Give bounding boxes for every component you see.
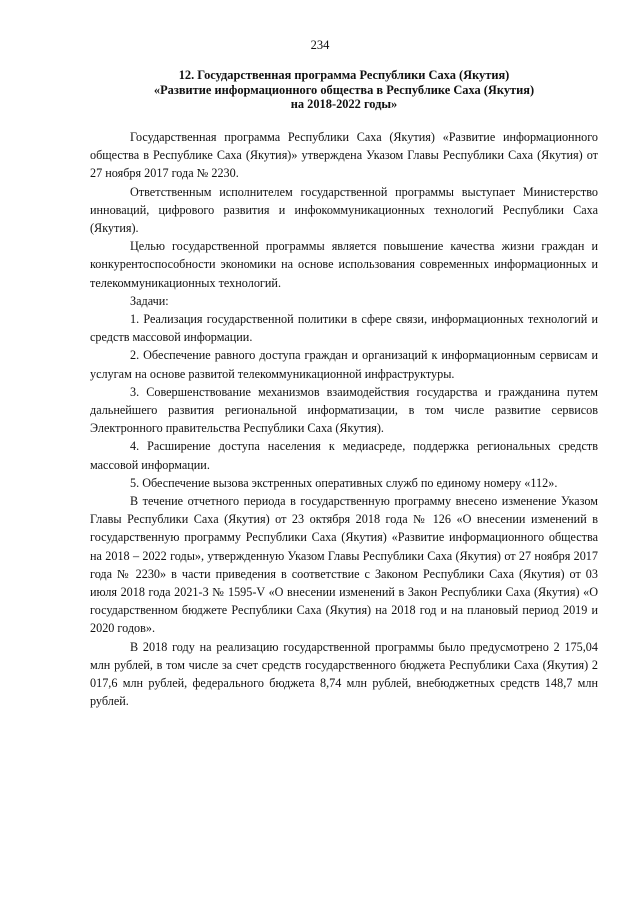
title-line-1: 12. Государственная программа Республики Саха (Якутия): [178, 68, 510, 82]
paragraph-task-4: 4. Расширение доступа населения к медиасреде, поддержка региональных средств массовой информации.: [90, 439, 598, 472]
body-text: [90, 128, 598, 711]
title-line-2: «Развитие информационного общества в Республике Саха (Якутия): [153, 82, 535, 97]
paragraph-task-5: 5. Обеспечение вызова экстренных оперативных служб по единому номеру «112».: [130, 475, 558, 490]
paragraph-responsible-executor: Ответственным исполнителем государственной программы выступает Министерство инноваций, цифрового развития и инфокоммуникационных технологий Республики Саха (Якутия).: [90, 184, 598, 236]
title-line-3: на 2018-2022 годы»: [290, 97, 398, 112]
paragraph-task-2: 2. Обеспечение равного доступа граждан и организаций к информационным сервисам и услугам на основе развитой телекоммуникационной инфраструктуры.: [90, 348, 598, 381]
paragraph-funding: В 2018 году на реализацию государственной программы было предусмотрено 2 175,04 млн рублей, в том числе за счет средств государственного бюджета Республики Саха (Якутия) 2 017,6 млн рублей, федерального бюджета 8,74 млн рублей, внебюджетных средств 148,7 млн рублей.: [90, 639, 598, 709]
paragraph-task-1: 1. Реализация государственной политики в сфере связи, информационных технологий и средств массовой информации.: [90, 312, 598, 345]
paragraph-approval: Государственная программа Республики Саха (Якутия) «Развитие информационного общества в Республике Саха (Якутия)» утверждена Указом Главы Республики Саха (Якутия) от 27 ноября 2017 года № 2230.: [90, 130, 598, 181]
paragraph-goal: Целью государственной программы является повышение качества жизни граждан и конкурентоспособности экономики на основе использования современных информационных и телекоммуникационных технологий.: [90, 239, 598, 290]
page-number: 234: [310, 38, 330, 52]
paragraph-amendment: В течение отчетного периода в государственную программу внесено изменение Указом Главы Республики Саха (Якутия) от 23 октября 2018 года № 126 «О внесении изменений в государственную программу Республики Саха (Якутия) «Развитие информационного общества на 2018 – 2022 годы», утвержденную Указом Главы Республики Саха (Якутия) от 27 ноября 2017 года № 2230» в части приведения в соответствие с Законом Республики Саха (Якутия) от 03 июля 2018 года 2021-З № 1595-V «О внесении изменений в Закон Республики Саха (Якутия) «О государственном бюджете Республики Саха (Якутия) на 2018 год и на плановый период 2019 и 2020 годов».: [90, 494, 598, 636]
paragraph-task-3: 3. Совершенствование механизмов взаимодействия государства и гражданина путем дальнейшего развития региональной информатизации, в том числе развитие сервисов Электронного правительства Республики Саха (Якутия).: [90, 384, 598, 436]
section-title: [90, 68, 598, 112]
paragraph-tasks-heading: Задачи:: [130, 293, 169, 308]
